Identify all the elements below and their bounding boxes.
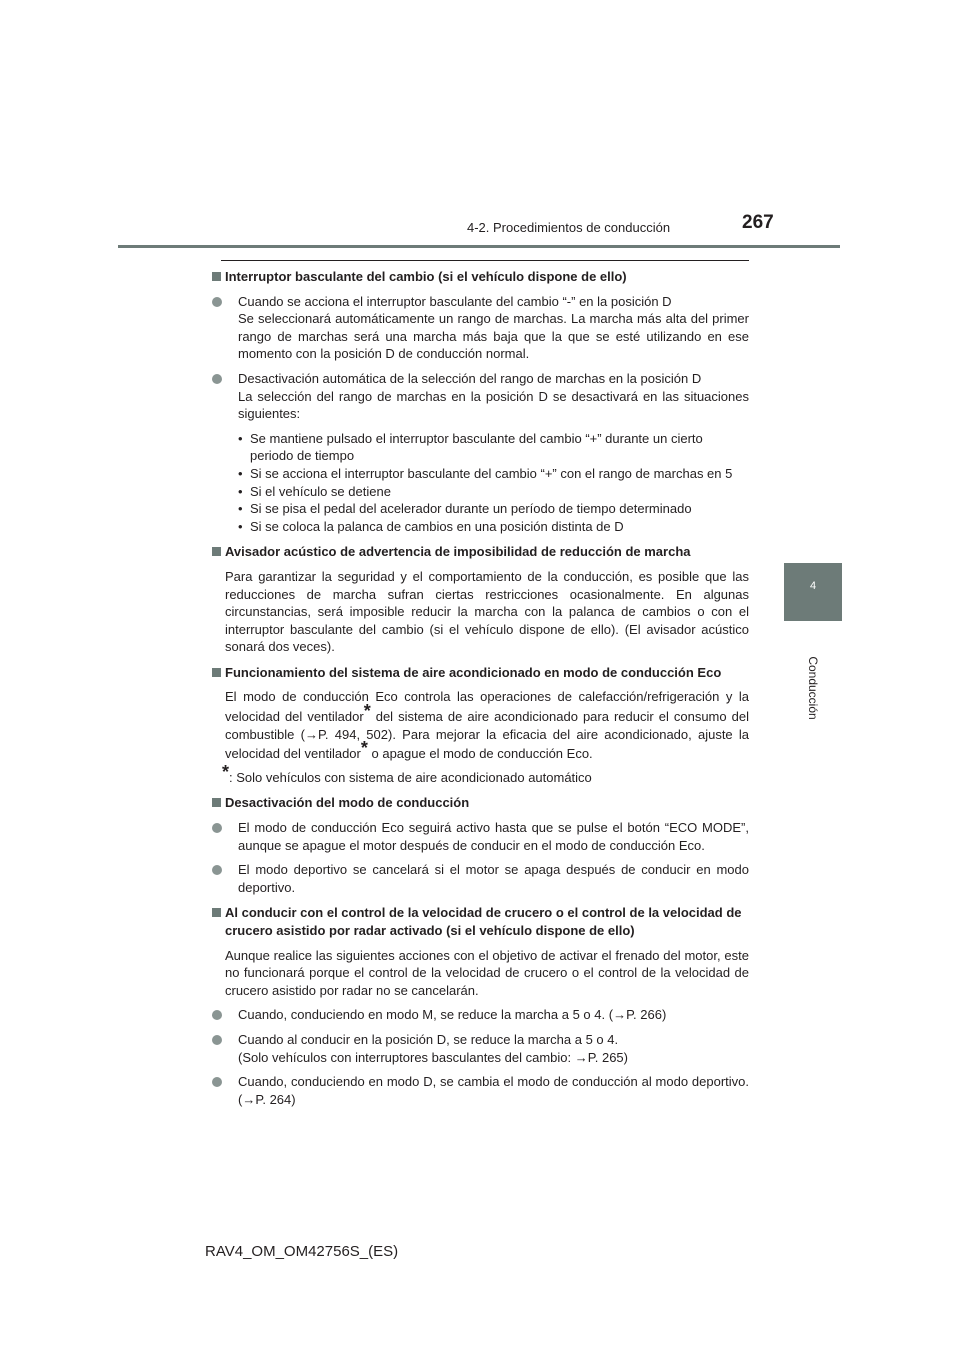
bullet-item: Cuando se acciona el interruptor basculante del cambio “-” en la posición D Se seleccionará automáticamente un rango de marchas. La marcha más alta del primer rango de marchas será una marcha más baja que la que se esté utilizando en ese momento con la posición D de conducción normal. (212, 293, 749, 363)
bullet-item: Desactivación automática de la selección del rango de marchas en la posición D La selección del rango de marchas en la posición D se desactivará en las situaciones siguientes: (212, 370, 749, 423)
content-top-rule (221, 260, 749, 261)
sub-list-item: • Si se acciona el interruptor basculante del cambio “+” con el rango de marchas en 5 (238, 465, 749, 483)
page-reference[interactable]: P. 265 (587, 1049, 624, 1065)
sub-list-item: • Se mantiene pulsado el interruptor basculante del cambio “+” durante un cierto periodo de tiempo (238, 430, 749, 465)
page-content (212, 268, 749, 1108)
footnote: *: Solo vehículos con sistema de aire acondicionado automático (222, 761, 592, 785)
document-code: RAV4_OM_OM42756S_(ES) (205, 1243, 399, 1260)
round-bullet-icon (212, 823, 222, 833)
sub-list-item: • Si se coloca la palanca de cambios en una posición distinta de D (238, 518, 749, 536)
page-reference[interactable]: P. 494, 502 (317, 726, 388, 742)
section-heading: Al conducir con el control de la velocidad de crucero o el control de la velocidad de crucero asistido por radar activado (si el vehículo dispone de ello) (212, 904, 749, 939)
round-bullet-icon (212, 1077, 222, 1087)
page-number: 267 (742, 212, 774, 233)
bullet-item: Cuando, conduciendo en modo D, se cambia el modo de conducción al modo deportivo. (→P. 264) (212, 1073, 749, 1108)
round-bullet-icon (212, 865, 222, 875)
sub-list-item: • Si el vehículo se detiene (238, 483, 749, 501)
reference-arrow: → (613, 1007, 627, 1023)
square-bullet-icon (212, 798, 221, 807)
round-bullet-icon (212, 297, 222, 307)
sub-list-item: • Si se pisa el pedal del acelerador durante un período de tiempo determinado (238, 500, 749, 518)
round-bullet-icon (212, 1010, 222, 1020)
chapter-tab-label-text: Conducción (806, 656, 820, 720)
square-bullet-icon (212, 908, 221, 917)
chapter-tab-label (784, 630, 842, 750)
section-paragraph: Aunque realice las siguientes acciones con el objetivo de activar el frenado del motor, este no funcionará porque el control de la velocidad de crucero o el control de la velocidad de crucero asistido por radar no se cancelarán. (225, 947, 749, 998)
reference-arrow: → (574, 1049, 588, 1065)
bullet-item: Cuando al conducir en la posición D, se reduce la marcha a 5 o 4. (Solo vehículos con interruptores basculantes del cambio: →P. 265) (212, 1031, 749, 1066)
section-heading: Avisador acústico de advertencia de imposibilidad de reducción de marcha (212, 543, 749, 561)
bullet-item: Cuando, conduciendo en modo M, se reduce la marcha a 5 o 4. (→P. 266) (212, 1006, 749, 1024)
round-bullet-icon (212, 1035, 222, 1045)
sub-list (212, 430, 749, 536)
section-heading: Funcionamiento del sistema de aire acondicionado en modo de conducción Eco (212, 664, 749, 682)
section-paragraph: Para garantizar la seguridad y el comportamiento de la conducción, es posible que las reducciones de marcha sufran ciertas restricciones ocasionalmente. En algunas circunstancias, será imposible reducir la marcha con la palanca de cambios o con el interruptor basculante del cambio (si el vehículo dispone de ello). (El avisador acústico sonará dos veces). (225, 568, 749, 655)
square-bullet-icon (212, 272, 221, 281)
section-heading: Interruptor basculante del cambio (si el vehículo dispone de ello) (212, 268, 749, 286)
round-bullet-icon (212, 374, 222, 384)
square-bullet-icon (212, 668, 221, 677)
page-reference[interactable]: P. 264 (255, 1091, 292, 1107)
bullet-item: El modo de conducción Eco seguirá activo hasta que se pulse el botón “ECO MODE”, aunque se apague el motor después de conducir en el modo de conducción Eco. (212, 819, 749, 854)
section-paragraph: El modo de conducción Eco controla las operaciones de calefacción/refrigeración y la velocidad del ventilador* del sistema de aire acondicionado para reducir el consumo del combustible (→P. 494, 502). Para mejorar la eficacia del aire acondicionado, ajuste la velocidad del ventilador* o apague el modo de conducción Eco. (225, 689, 750, 762)
section-heading: Desactivación del modo de conducción (212, 794, 749, 812)
chapter-tab-number[interactable]: 4 (784, 563, 842, 621)
page-reference[interactable]: P. 266 (626, 1007, 662, 1023)
square-bullet-icon (212, 547, 221, 556)
reference-arrow: → (304, 726, 318, 742)
header-rule (118, 245, 840, 248)
bullet-item: El modo deportivo se cancelará si el motor se apaga después de conducir en modo deportivo. (212, 861, 749, 896)
reference-arrow: → (242, 1091, 256, 1107)
header-section-title: 4-2. Procedimientos de conducción (467, 220, 671, 235)
